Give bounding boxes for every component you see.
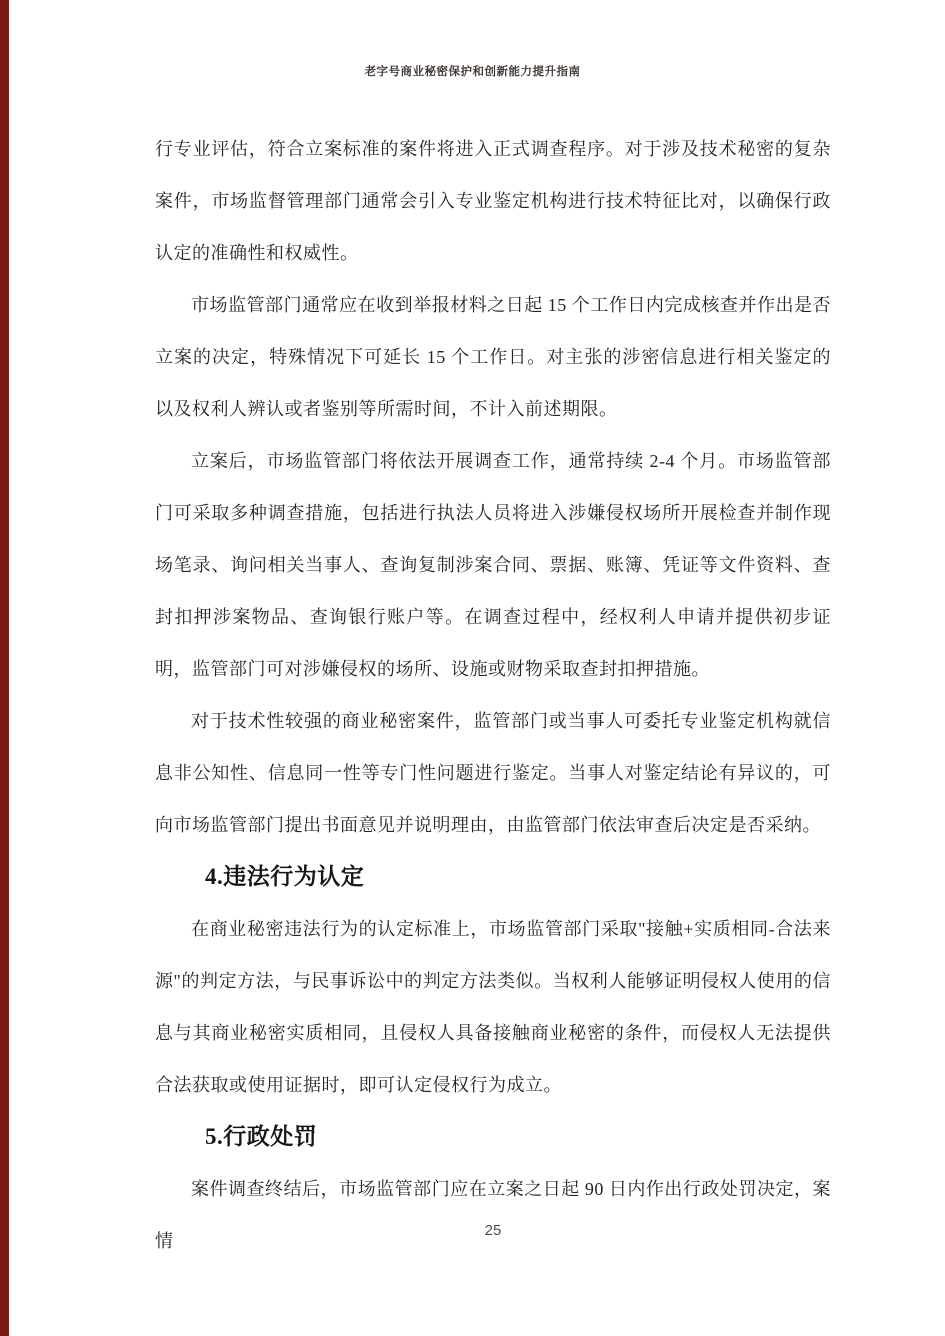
body-paragraph: 市场监管部门通常应在收到举报材料之日起 15 个工作日内完成核查并作出是否立案的决定，特殊情况下可延长 15 个工作日。对主张的涉密信息进行相关鉴定的以及权利人辨认或者鉴别等所需时间，不计入前述期限。 bbox=[155, 295, 831, 419]
section-heading-administrative-penalty: 5.行政处罚 bbox=[205, 1124, 318, 1149]
document-body bbox=[155, 123, 831, 1267]
body-paragraph: 立案后，市场监管部门将依法开展调查工作，通常持续 2-4 个月。市场监管部门可采取多种调查措施，包括进行执法人员将进入涉嫌侵权场所开展检查并制作现场笔录、询问相关当事人、查询复制涉案合同、票据、账簿、凭证等文件资料、查封扣押涉案物品、查询银行账户等。在调查过程中，经权利人申请并提供初步证明，监管部门可对涉嫌侵权的场所、设施或财物采取查封扣押措施。 bbox=[155, 451, 831, 679]
section-heading-violation-determination: 4.违法行为认定 bbox=[205, 864, 365, 889]
page-number: 25 bbox=[484, 1222, 502, 1239]
page-header-title: 老字号商业秘密保护和创新能力提升指南 bbox=[364, 66, 581, 78]
body-paragraph: 行专业评估，符合立案标准的案件将进入正式调查程序。对于涉及技术秘密的复杂案件，市场监督管理部门通常会引入专业鉴定机构进行技术特征比对，以确保行政认定的准确性和权威性。 bbox=[155, 139, 831, 263]
body-paragraph: 案件调查终结后，市场监管部门应在立案之日起 90 日内作出行政处罚决定，案情 bbox=[155, 1179, 831, 1251]
body-paragraph: 对于技术性较强的商业秘密案件，监管部门或当事人可委托专业鉴定机构就信息非公知性、信息同一性等专门性问题进行鉴定。当事人对鉴定结论有异议的，可向市场监管部门提出书面意见并说明理由，由监管部门依法审查后决定是否采纳。 bbox=[155, 711, 831, 835]
body-paragraph: 在商业秘密违法行为的认定标准上，市场监管部门采取"接触+实质相同-合法来源"的判定方法，与民事诉讼中的判定方法类似。当权利人能够证明侵权人使用的信息与其商业秘密实质相同，且侵权人具备接触商业秘密的条件，而侵权人无法提供合法获取或使用证据时，即可认定侵权行为成立。 bbox=[155, 919, 831, 1095]
left-accent-bar bbox=[0, 0, 9, 1336]
